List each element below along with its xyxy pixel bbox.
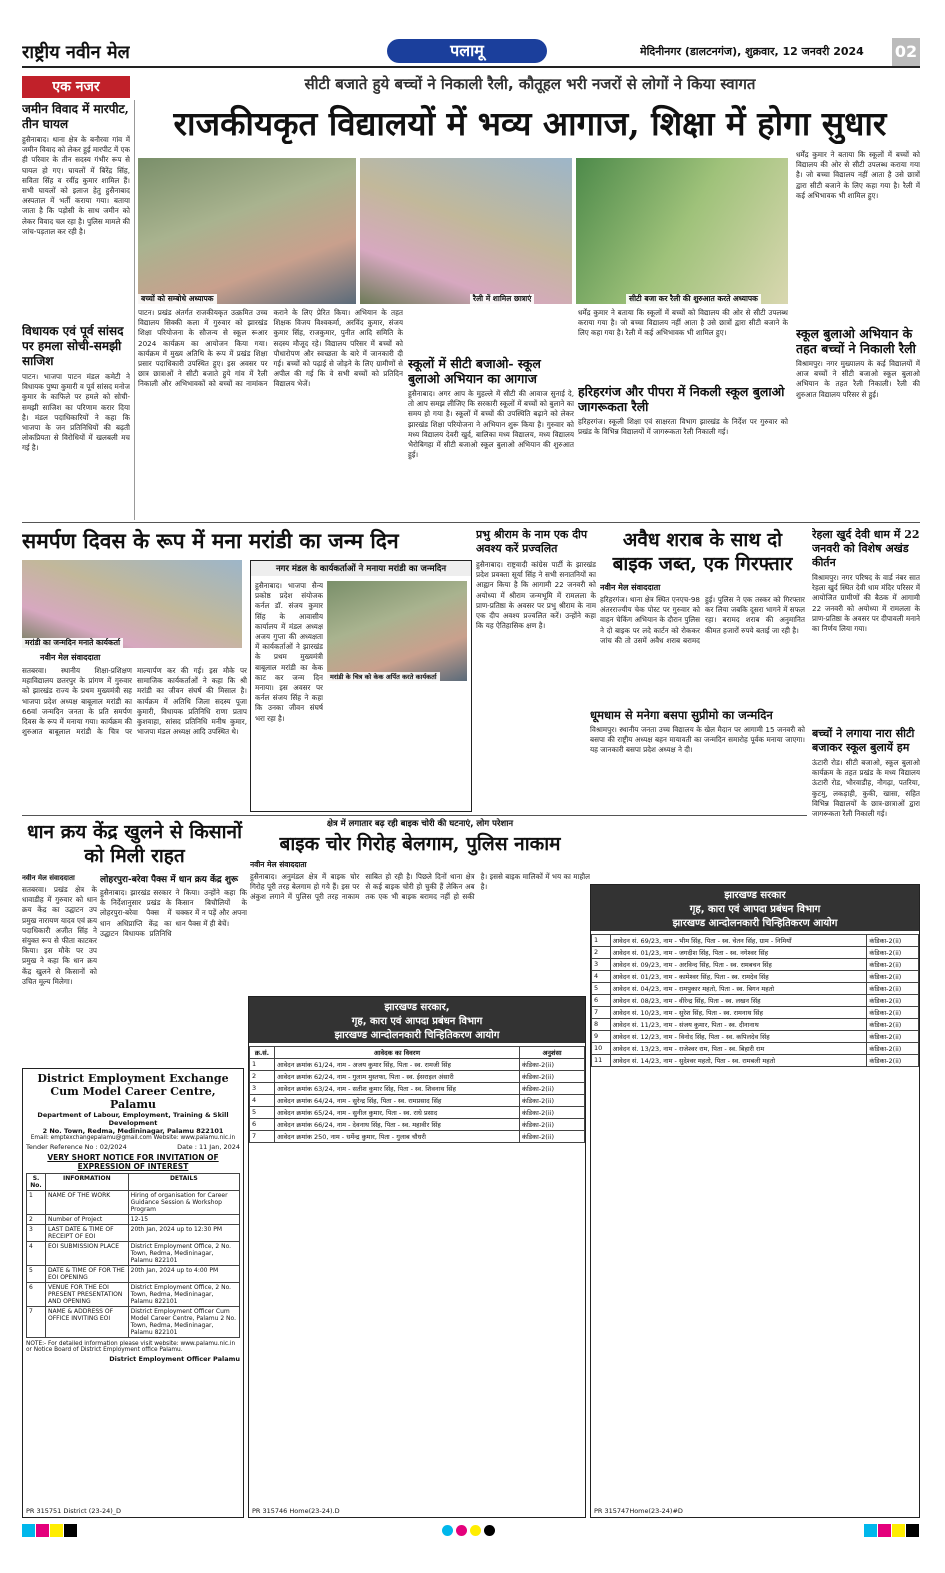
table-cell-info: NAME & ADDRESS OF OFFICE INVITING EOI bbox=[46, 1307, 129, 1338]
table-cell-rec: कंडिका-2(ii) bbox=[867, 1007, 919, 1019]
paper-name: राष्ट्रीय नवीन मेल bbox=[22, 42, 130, 63]
table-cell-rec: कंडिका-2(ii) bbox=[867, 1043, 919, 1055]
govt-mid-pr: PR 315746 Home(23-24).D bbox=[252, 1507, 340, 1515]
table-row bbox=[27, 1215, 240, 1225]
table-cell-sn: 2 bbox=[27, 1215, 46, 1225]
table-cell-detail: आवेदन सं. 69/23, नाम - भीम सिंह, पिता - स्व. चेतन सिंह, ग्राम - निमियाँ bbox=[610, 935, 867, 947]
lead-right-column bbox=[796, 150, 920, 520]
dee-dept: Department of Labour, Employment, Training & Skill Development bbox=[37, 1111, 229, 1127]
table-cell-rec: कंडिका-2(ii) bbox=[867, 935, 919, 947]
nagar-headline: नगर मंडल के कार्यकर्ताओं ने मनाया मरांडी का जन्मदिन bbox=[251, 561, 471, 576]
lead-sub-headline: स्कूलों में सीटी बजाओ- स्कूल बुलाओ अभियान का आगाज bbox=[408, 356, 541, 386]
shriram-headline: प्रभु श्रीराम के नाम एक दीप अवश्य करें प्रज्वलित bbox=[476, 528, 588, 555]
table-cell-rec: कंडिका-2(ii) bbox=[867, 995, 919, 1007]
lead-kicker: सीटी बजाते हुये बच्चों ने निकाली रैली, कौतूहल भरी नजरों से लोगों ने किया स्वागत bbox=[304, 75, 756, 93]
dee-org2: Cum Model Career Centre, Palamu bbox=[50, 1085, 216, 1111]
table-cell-detail: आवेदन सं. 04/23, नाम - रामपुकार महतो, पिता - स्व. बिगन महतो bbox=[610, 983, 867, 995]
dateline: मेदिनीनगर (डालटनगंज), शुक्रवार, 12 जनवरी 2024 bbox=[640, 45, 864, 58]
divider bbox=[22, 522, 920, 523]
table-cell-no: 6 bbox=[250, 1119, 275, 1131]
govt-mid-col1: क्र.सं. bbox=[250, 1047, 275, 1059]
marandi-photo-caption: मरांडी का जन्मदिन मनाते कार्यकर्ता bbox=[22, 638, 123, 648]
govt-notice-right-header bbox=[591, 885, 919, 931]
dee-col-details: DETAILS bbox=[128, 1174, 239, 1191]
govt-mid-line2: गृह, कारा एवं आपदा प्रबंधन विभाग bbox=[351, 1016, 483, 1027]
dee-pr: PR 315751 District (23-24)_D bbox=[26, 1507, 122, 1515]
table-row bbox=[250, 1059, 585, 1071]
lead-photo-3 bbox=[576, 158, 788, 304]
table-cell-detail: आवेदन क्रमांक 66/24, नाम - देवनाथ सिंह, पिता - स्व. महावीर सिंह bbox=[275, 1119, 520, 1131]
bike-kicker: क्षेत्र में लगातार बढ़ रही बाइक चोरी की घटनाएं, लोग परेशान bbox=[326, 819, 514, 829]
dee-table bbox=[26, 1173, 240, 1338]
table-cell-detail: आवेदन सं. 01/23, नाम - जगदीश सिंह, पिता - स्व. नगेश्वर सिंह bbox=[610, 947, 867, 959]
table-row bbox=[592, 1007, 919, 1019]
rehla-body: विश्रामपुर। नगर परिषद के वार्ड नंबर सात रेहला खुर्द स्थित देवी धाम मंदिर परिसर में आयोजित ग्रामीणों की बैठक में आगामी 22 जनवरी को अयोध्या में रामलला के प्राण-प्रतिष्ठा के अवसर पर दीपावली मनाने का निर्णय लिया गया। bbox=[812, 573, 920, 634]
table-cell-info: EOI SUBMISSION PLACE bbox=[46, 1242, 129, 1266]
dee-title: VERY SHORT NOTICE FOR INVITATION OF EXPRESSION OF INTEREST bbox=[47, 1153, 219, 1171]
table-cell-rec: कंडिका-2(ii) bbox=[867, 1019, 919, 1031]
table-row bbox=[250, 1083, 585, 1095]
marandi-body: सतबरवा। स्थानीय शिक्षा-प्रशिक्षण महाविद्यालय छतरपुर के प्रांगण में गुरुवार को झारखंड राज्य के प्रथम मुख्यमंत्री सह भाजपा प्रदेश अध्यक्ष बाबूलाल मरांडी का 66वां जन्मदिन जनता के प्रति समर्पण दिवस के रूप में मनाया गया। कार्यक्रम की शुरुआत बाबूलाल मरांडी के चित्र पर माल्यार्पण कर की गई। इस मौके पर सामाजिक कार्यकर्ताओं ने कहा कि श्री मरांडी का जीवन संघर्ष की मिसाल है। कार्यक्रम में अतिथि जिला सदस्य पूजा कुमारी, विधायक प्रतिनिधि राणा प्रताप कुशवाहा, सांसद प्रतिनिधि मनीष कुमार, भाजपा मंडल अध्यक्ष आदि उपस्थित थे। bbox=[22, 666, 247, 737]
table-cell-detail: आवेदन सं. 13/23, नाम - राजेश्वर राम, पिता - स्व. बिहारी राम bbox=[610, 1043, 867, 1055]
table-cell-rec: कंडिका-2(ii) bbox=[867, 1031, 919, 1043]
govt-mid-line3: झारखण्ड आन्दोलनकारी चिन्हितिकरण आयोग bbox=[334, 1030, 500, 1041]
bike-headline: बाइक चोर गिरोह बेलगाम, पुलिस नाकाम bbox=[279, 833, 561, 855]
lead-headline: राजकीयकृत विद्यालयों में भव्य आगाज, शिक्षा में होगा सुधार bbox=[173, 104, 887, 143]
rehla-sub-headline: बच्चों ने लगाया नारा सीटी बजाकर स्कूल बुलायें हम bbox=[812, 727, 915, 754]
table-row bbox=[592, 959, 919, 971]
lead-photo-caption-2: रैली में शामिल छात्राएं bbox=[470, 294, 534, 304]
table-cell-no: 5 bbox=[250, 1107, 275, 1119]
lead-right-headline: स्कूल बुलाओ अभियान के तहत बच्चों ने निकाली रैली bbox=[796, 326, 916, 356]
table-row bbox=[27, 1283, 240, 1307]
table-cell-info: Number of Project bbox=[46, 1215, 129, 1225]
lead-sub-story bbox=[408, 308, 574, 518]
govt-notice-mid-header bbox=[249, 997, 585, 1043]
dee-date: Date : 11 Jan, 2024 bbox=[177, 1143, 240, 1151]
govt-right-line3: झारखण्ड आन्दोलनकारी चिन्हितिकरण आयोग bbox=[672, 918, 838, 929]
table-cell-no: 2 bbox=[250, 1071, 275, 1083]
table-cell-no: 1 bbox=[592, 935, 611, 947]
dee-org: District Employment Exchange bbox=[37, 1072, 229, 1085]
table-cell-no: 7 bbox=[592, 1007, 611, 1019]
table-row bbox=[592, 971, 919, 983]
table-row bbox=[250, 1119, 585, 1131]
table-row bbox=[250, 1131, 585, 1143]
liquor-body: हरिहरगंज। थाना क्षेत्र स्थित एनएच-98 अंतरराज्यीय चेक पोस्ट पर गुरुवार को वाहन चेकिंग अभियान के दौरान पुलिस ने दो बाइक पर लदे कार्टन को रोककर जांच की तो उसमें अवैध शराब बरामद हुई। पुलिस ने एक तस्कर को गिरफ्तार कर लिया जबकि दूसरा भागने में सफल रहा। बरामद शराब की अनुमानित कीमत हजारों रुपये बताई जा रही है। bbox=[600, 595, 805, 645]
table-cell-no: 9 bbox=[592, 1031, 611, 1043]
table-cell-no: 8 bbox=[592, 1019, 611, 1031]
table-row bbox=[27, 1225, 240, 1242]
liquor-story bbox=[600, 582, 805, 702]
dhaan-sub-story bbox=[100, 874, 247, 1064]
table-cell-sn: 6 bbox=[27, 1283, 46, 1307]
table-cell-no: 1 bbox=[250, 1059, 275, 1071]
table-cell-rec: कंडिका-2(ii) bbox=[520, 1083, 585, 1095]
table-row bbox=[250, 1071, 585, 1083]
liquor-headline: अवैध शराब के साथ दो बाइक जब्त, एक गिरफ्तार bbox=[612, 529, 793, 575]
table-cell-detail: आवेदन सं. 08/23, नाम - वीरेन्द्र सिंह, पिता - स्व. लखन सिंह bbox=[610, 995, 867, 1007]
table-cell-details: District Employment Office, 2 No. Town, Redma, Medininagar, Palamu 822101 bbox=[128, 1283, 239, 1307]
table-cell-rec: कंडिका-2(ii) bbox=[867, 971, 919, 983]
table-cell-rec: कंडिका-2(ii) bbox=[520, 1059, 585, 1071]
table-row bbox=[592, 1055, 919, 1067]
nagar-body: हुसैनाबाद। भाजपा सैन्य प्रकोष्ठ प्रदेश संयोजक कर्नल डॉ. संजय कुमार सिंह के आवासीय कार्यालय में मंडल अध्यक्ष अजय गुप्ता की अध्यक्षता में कार्यकर्ताओं ने झारखंड के प्रथम मुख्यमंत्री बाबूलाल मरांडी का केक काट कर जन्म दिन मनाया। इस अवसर पर कर्नल संजय सिंह ने कहा कि उनका जीवन संघर्ष भरा रहा है। bbox=[255, 581, 323, 723]
table-row bbox=[27, 1266, 240, 1283]
table-cell-info: LAST DATE & TIME OF RECEIPT OF EOI bbox=[46, 1225, 129, 1242]
rehla-headline: रेहला खुर्द देवी धाम में 22 जनवरी को विशेष अखंड कीर्तन bbox=[812, 528, 920, 569]
table-cell-details: 12-15 bbox=[128, 1215, 239, 1225]
ek-nazar-tag: एक नजर bbox=[22, 76, 130, 98]
table-cell-no: 10 bbox=[592, 1043, 611, 1055]
left-body-1: हुसैनाबाद। थाना क्षेत्र के बनौरवा गांव में जमीन विवाद को लेकर हुई मारपीट में एक ही परिवार के तीन सदस्य गंभीर रूप से घायल हो गए। घायलों में बिरेंद्र सिंह, सविता सिंह व रवींद्र कुमार शामिल हैं। सभी घायलों को इलाज हेतु हुसैनाबाद अस्पताल में भर्ती कराया गया। बताया जाता है कि पड़ोसी के साथ जमीन को लेकर विवाद चल रहा है। पुलिस मामले की जांच-पड़ताल कर रही है। bbox=[22, 135, 130, 236]
table-cell-no: 4 bbox=[250, 1095, 275, 1107]
nagar-photo-caption: मरांडी के चित्र को केक अर्पित करते कार्यकर्ता bbox=[327, 672, 440, 681]
table-cell-details: 20th Jan, 2024 up to 12:30 PM bbox=[128, 1225, 239, 1242]
shriram-body: हुसैनाबाद। राष्ट्रवादी कांग्रेस पार्टी के झारखंड प्रदेश प्रवक्ता सूर्या सिंह ने सभी सनातनियों का आह्वान किया है कि आगामी 22 जनवरी को अयोध्या में श्रीराम जन्मभूमि में रामलला के प्राण-प्रतिष्ठा के अवसर पर प्रभु श्रीराम के नाम एक दीप अवश्य प्रज्वलित करें। उन्होंने कहा कि यह ऐतिहासिक क्षण है। bbox=[476, 560, 596, 631]
table-cell-details: Hiring of organisation for Career Guidance Session & Workshop Program bbox=[128, 1191, 239, 1215]
table-cell-detail: आवेदन क्रमांक 64/24, नाम - सुरेन्द्र सिंह, पिता - स्व. रामप्रसाद सिंह bbox=[275, 1095, 520, 1107]
section-label: पलामू bbox=[387, 39, 547, 63]
lead-side-headline: हरिहरगंज और पीपरा में निकली स्कूल बुलाओ जागरूकता रैली bbox=[578, 384, 785, 414]
table-cell-rec: कंडिका-2(ii) bbox=[520, 1071, 585, 1083]
table-cell-rec: कंडिका-2(ii) bbox=[867, 959, 919, 971]
nagar-mandal-box bbox=[250, 560, 472, 812]
marandi-photo bbox=[22, 560, 242, 648]
lead-photo-caption-1: बच्चों को सम्बोधे अध्यापक bbox=[138, 294, 217, 304]
lead-side-intro: धर्मेंद्र कुमार ने बताया कि स्कूलों में बच्चों को विद्यालय की ओर से सीटी उपलब्ध कराया गया है। जो बच्चा विद्यालय नहीं आता है उसे छात्रों द्वारा सीटी बजाने के लिए कहा गया है। रैली में कई अभिभावक भी शामिल हुए। bbox=[578, 308, 788, 338]
table-cell-info: DATE & TIME OF FOR THE EOI OPENING bbox=[46, 1266, 129, 1283]
table-cell-sn: 3 bbox=[27, 1225, 46, 1242]
table-row bbox=[27, 1242, 240, 1266]
table-row bbox=[250, 1107, 585, 1119]
dee-ref-row bbox=[26, 1143, 240, 1151]
lead-right-sub-body: विश्रामपुर। नगर मुख्यालय के कई विद्यालयों में आज बच्चों ने सीटी बजाओ स्कूल बुलाओ अभियान के तहत रैली निकाली। रैली की शुरुआत विद्यालय परिसर से हुई। bbox=[796, 359, 920, 399]
table-cell-detail: आवेदन सं. 09/23, नाम - अरविन्द सिंह, पिता - स्व. रामबचन सिंह bbox=[610, 959, 867, 971]
bike-byline: नवीन मेल संवाददाता bbox=[250, 860, 307, 869]
table-cell-details: District Employment Office, 2 No. Town, Redma, Medininagar, Palamu 822101 bbox=[128, 1242, 239, 1266]
table-cell-no: 7 bbox=[250, 1131, 275, 1143]
page-number: 02 bbox=[892, 38, 920, 66]
table-cell-detail: आवेदन क्रमांक 65/24, नाम - सुनील कुमार, पिता - स्व. राधे प्रसाद bbox=[275, 1107, 520, 1119]
dee-col-sn: S. No. bbox=[27, 1174, 46, 1191]
table-cell-detail: आवेदन सं. 01/23, नाम - कामेश्वर सिंह, पिता - स्व. रामदेव सिंह bbox=[610, 971, 867, 983]
govt-right-line1: झारखण्ड सरकार bbox=[724, 890, 786, 901]
table-cell-rec: कंडिका-2(ii) bbox=[520, 1095, 585, 1107]
table-cell-detail: आवेदन सं. 12/23, नाम - विनोद सिंह, पिता - स्व. कपिलदेव सिंह bbox=[610, 1031, 867, 1043]
dee-sign: District Employment Officer Palamu bbox=[109, 1355, 240, 1363]
dhaan-headline: धान क्रय केंद्र खुलने से किसानों को मिली राहत bbox=[26, 821, 243, 867]
lead-side-body: हरिहरगंज। स्कूली शिक्षा एवं साक्षरता विभाग झारखंड के निर्देश पर गुरुवार को प्रखंड के विभिन्न विद्यालयों में जागरूकता रैली निकाली गई। bbox=[578, 417, 788, 437]
table-row bbox=[592, 1031, 919, 1043]
govt-notice-mid bbox=[248, 996, 586, 1518]
table-cell-no: 3 bbox=[250, 1083, 275, 1095]
bsp-story bbox=[590, 708, 805, 812]
table-cell-sn: 4 bbox=[27, 1242, 46, 1266]
table-cell-sn: 7 bbox=[27, 1307, 46, 1338]
left-body-2: पाटन। भाजपा पाटन मंडल कमेटी ने विधायक पुष्पा कुमारी व पूर्व सांसद मनोज कुमार के काफिले पर हमले को सोची-समझी साजिश का परिणाम करार दिया है। मंडल पदाधिकारियों ने कहा कि भाजपा के जन प्रतिनिधियों की बढ़ती लोकप्रियता से विरोधियों में खलबली मच गई है। bbox=[22, 372, 130, 453]
lead-right-body: धर्मेंद्र कुमार ने बताया कि स्कूलों में बच्चों को विद्यालय की ओर से सीटी उपलब्ध कराया गया है। जो बच्चा विद्यालय नहीं आता है उसे छात्रों द्वारा सीटी बजाने के लिए कहा गया है। रैली में कई अभिभावक भी शामिल हुए। bbox=[796, 150, 920, 200]
table-cell-no: 3 bbox=[592, 959, 611, 971]
table-row bbox=[592, 995, 919, 1007]
masthead bbox=[22, 38, 920, 68]
liquor-byline: नवीन मेल संवाददाता bbox=[600, 583, 661, 592]
dee-address: 2 No. Town, Redma, Medininagar, Palamu 822101 bbox=[42, 1127, 224, 1135]
marandi-story bbox=[22, 652, 247, 812]
table-cell-details: District Employment Officer Cum Model Career Centre, Palamu 2 No. Town, Redma, Medininagar, Palamu 822101 bbox=[128, 1307, 239, 1338]
left-headline-1: जमीन विवाद में मारपीट, तीन घायल bbox=[22, 102, 129, 131]
table-cell-rec: कंडिका-2(ii) bbox=[867, 947, 919, 959]
table-cell-detail: आवेदन सं. 14/23, नाम - सुदेश्वर महतो, पिता - स्व. रामबली महतो bbox=[610, 1055, 867, 1067]
rehla-story bbox=[812, 528, 920, 878]
bike-story bbox=[250, 860, 590, 990]
bsp-headline: धूमधाम से मनेगा बसपा सुप्रीमो का जन्मदिन bbox=[590, 708, 773, 722]
print-color-bar bbox=[22, 1523, 920, 1537]
dhaan-byline: नवीन मेल संवाददाता bbox=[22, 874, 75, 882]
table-cell-sn: 5 bbox=[27, 1266, 46, 1283]
lead-photo-2 bbox=[360, 158, 572, 304]
table-row bbox=[592, 1019, 919, 1031]
table-cell-rec: कंडिका-2(ii) bbox=[520, 1119, 585, 1131]
govt-right-line2: गृह, कारा एवं आपदा प्रबंधन विभाग bbox=[689, 904, 821, 915]
shriram-story bbox=[476, 528, 596, 812]
left-column bbox=[22, 100, 130, 520]
divider bbox=[134, 100, 135, 520]
table-cell-no: 4 bbox=[592, 971, 611, 983]
table-cell-no: 5 bbox=[592, 983, 611, 995]
table-cell-rec: कंडिका-2(ii) bbox=[520, 1131, 585, 1143]
table-cell-detail: आवेदन सं. 10/23, नाम - सुरेश सिंह, पिता - स्व. रामनाथ सिंह bbox=[610, 1007, 867, 1019]
lead-sub-body: हुसैनाबाद। अगर आप के मुहल्ले में सीटी की आवाज सुनाई दे, तो आप समझ लीजिए कि सरकारी स्कूलों में बच्चों को बुलाने का समय हो गया है। स्कूलों में बच्चों की उपस्थिति बढ़ाने को लेकर झारखंड शिक्षा परियोजना ने अभियान शुरू किया है। गुरुवार को मध्य विद्यालय देवरी खुर्द, बालिका मध्य विद्यालय, मध्य विद्यालय भैरोबिगहा में सीटी बजाओ स्कूल बुलाओ अभियान की शुरुआत हुई। bbox=[408, 389, 574, 460]
table-cell-no: 2 bbox=[592, 947, 611, 959]
rehla-sub-body: ऊंटारी रोड। सीटी बजाओ, स्कूल बुलाओ कार्यक्रम के तहत प्रखंड के मध्य विद्यालय ऊंटारी रोड, भौरवाडीह, नौगढ़ा, पतरिया, कुटमु, लकड़ाही, कुकी, खासा, सहित विभिन्न विद्यालयों के छात्र-छात्राओं द्वारा जागरूकता रैली निकाली गई। bbox=[812, 758, 920, 819]
dee-note: NOTE:- For detailed information please visit website: www.palamu.nic.in or Notice Board of District Employment office Palamu. bbox=[26, 1341, 236, 1353]
dee-email: Email: emptexchangepalamu@gmail.com Website: www.palamu.nic.in bbox=[30, 1135, 236, 1141]
table-row bbox=[592, 935, 919, 947]
table-cell-detail: आवेदन सं. 11/23, नाम - संजय कुमार, पिता - स्व. दीनानाथ bbox=[610, 1019, 867, 1031]
bsp-body: विश्रामपुर। स्थानीय जनता उच्च विद्यालय के खेल मैदान पर आगामी 15 जनवरी को बसपा की राष्ट्रीय अध्यक्ष बहन मायावती का जन्मदिन समारोह पूर्वक मनाया जाएगा। यह जानकारी बसपा प्रदेश अध्यक्ष ने दी। bbox=[590, 725, 805, 755]
table-cell-rec: कंडिका-2(ii) bbox=[867, 1055, 919, 1067]
table-cell-no: 6 bbox=[592, 995, 611, 1007]
dhaan-body: सतबरवा। प्रखंड क्षेत्र के धावाडीह में गुरुवार को धान क्रय केंद्र का उद्घाटन उप प्रमुख नारायण यादव एवं क्रय पदाधिकारी अजीत सिंह ने संयुक्त रूप से फीता काटकर किया। इस मौके पर उप प्रमुख ने कहा कि धान क्रय केंद्र खुलने से किसानों को उचित मूल्य मिलेगा। bbox=[22, 885, 97, 986]
table-cell-info: NAME OF THE WORK bbox=[46, 1191, 129, 1215]
left-headline-2: विधायक एवं पूर्व सांसद पर हमला सोची-समझी साजिश bbox=[22, 324, 124, 368]
dhaan-story bbox=[22, 874, 97, 1064]
table-cell-detail: आवेदन क्रमांक 62/24, नाम - गुलाम मुस्तफा, पिता - स्व. ईसराइल अंसारी bbox=[275, 1071, 520, 1083]
lead-photo-1 bbox=[138, 158, 356, 304]
govt-mid-col3: अनुशंसा bbox=[520, 1047, 585, 1059]
divider bbox=[22, 815, 807, 816]
govt-mid-col2: आवेदक का विवरण bbox=[275, 1047, 520, 1059]
table-cell-rec: कंडिका-2(ii) bbox=[520, 1107, 585, 1119]
table-cell-detail: आवेदन क्रमांक 250, नाम - धर्मेन्द्र कुमार, पिता - गुलाब चौधरी bbox=[275, 1131, 520, 1143]
table-row bbox=[250, 1095, 585, 1107]
marandi-byline: नवीन मेल संवाददाता bbox=[40, 653, 101, 662]
bike-body: हुसैनाबाद। अनुमंडल क्षेत्र में बाइक चोर गिरोह पूरी तरह बेलगाम हो गये हैं। इस पर अंकुश लगाने में पुलिस पूरी तरह नाकाम साबित हो रही है। पिछले दिनों थाना क्षेत्र से कई बाइक चोरी हो चुकी हैं लेकिन अब तक एक भी बाइक बरामद नहीं हो सकी है। इससे बाइक मालिकों में भय का माहौल है। bbox=[250, 872, 590, 902]
table-row bbox=[27, 1191, 240, 1215]
table-row bbox=[592, 947, 919, 959]
govt-right-table bbox=[591, 934, 919, 1067]
lead-side-story bbox=[578, 308, 788, 518]
table-cell-no: 11 bbox=[592, 1055, 611, 1067]
marandi-headline: समर्पण दिवस के रूप में मना मरांडी का जन्म दिन bbox=[22, 528, 399, 553]
govt-notice-right bbox=[590, 884, 920, 1518]
table-cell-info: VENUE FOR THE EOI PRESENT PRESENTATION AND OPENING bbox=[46, 1283, 129, 1307]
dhaan-sub-headline: लोहरपुरा-बरेवा पैक्स में धान क्रय केंद्र शुरू bbox=[100, 875, 238, 885]
table-cell-rec: कंडिका-2(ii) bbox=[867, 983, 919, 995]
table-cell-detail: आवेदन क्रमांक 61/24, नाम - अजय कुमार सिंह, पिता - स्व. रामजी सिंह bbox=[275, 1059, 520, 1071]
dhaan-sub-body: हुसैनाबाद। झारखंड सरकार के निर्देशानुसार प्रखंड के लोहरपुरा-बरेवा पैक्स में धान अधिप्राप्ति केंद्र का उद्घाटन विधायक प्रतिनिधि ने किया। उन्होंने कहा कि किसान बिचौलियों के चक्कर में न पड़ें और अपना धान पैक्स में ही बेचें। bbox=[100, 888, 247, 938]
dee-col-info: INFORMATION bbox=[46, 1174, 129, 1191]
table-row bbox=[592, 983, 919, 995]
dee-notice bbox=[22, 1068, 244, 1518]
nagar-photo bbox=[327, 581, 467, 681]
table-cell-details: 20th Jan, 2024 up to 4:00 PM bbox=[128, 1266, 239, 1283]
table-row bbox=[27, 1307, 240, 1338]
lead-body: पाटन। प्रखंड अंतर्गत राजकीयकृत उत्क्रमित उच्च विद्यालय सिक्की कला में गुरुवार को झारखंड शिक्षा परियोजना के सौजन्य से स्कूल रूआर 2024 कार्यक्रम का आयोजन किया गया। कार्यक्रम में मुख्य अतिथि के रूप में प्रखंड शिक्षा प्रसार पदाधिकारी उपस्थित हुए। इस अवसर पर छात्र छात्राओं ने सीटी बजाते हुये गांव में रैली निकाली और अभिभावकों को बच्चों का नामांकन कराने के लिए प्रेरित किया। अभियान के तहत शिक्षक विजय विश्वकर्मा, अरविंद कुमार, संजय कुमार सिंह, राजकुमार, पुनीत आदि समिति के सदस्य मौजूद रहे। विद्यालय परिसर में बच्चों को पौधारोपण और स्वच्छता के बारे में जानकारी दी गई। बच्चों को पढ़ाई से जोड़ने के लिए ग्रामीणों से अपील की गई कि वे सभी बच्चों को प्रतिदिन विद्यालय भेजें। bbox=[138, 308, 403, 389]
table-cell-detail: आवेदन क्रमांक 63/24, नाम - सतीश कुमार सिंह, पिता - स्व. शिवनाथ सिंह bbox=[275, 1083, 520, 1095]
govt-mid-table bbox=[249, 1046, 585, 1143]
dee-tender-ref: Tender Reference No : 02/2024 bbox=[26, 1143, 127, 1151]
lead-photo-caption-3: सीटी बजा कर रैली की शुरुआत करते अध्यापक bbox=[626, 294, 761, 304]
table-row bbox=[592, 1043, 919, 1055]
govt-mid-line1: झारखण्ड सरकार, bbox=[384, 1002, 450, 1013]
govt-right-pr: PR 315747Home(23-24)#D bbox=[594, 1507, 683, 1515]
table-cell-sn: 1 bbox=[27, 1191, 46, 1215]
